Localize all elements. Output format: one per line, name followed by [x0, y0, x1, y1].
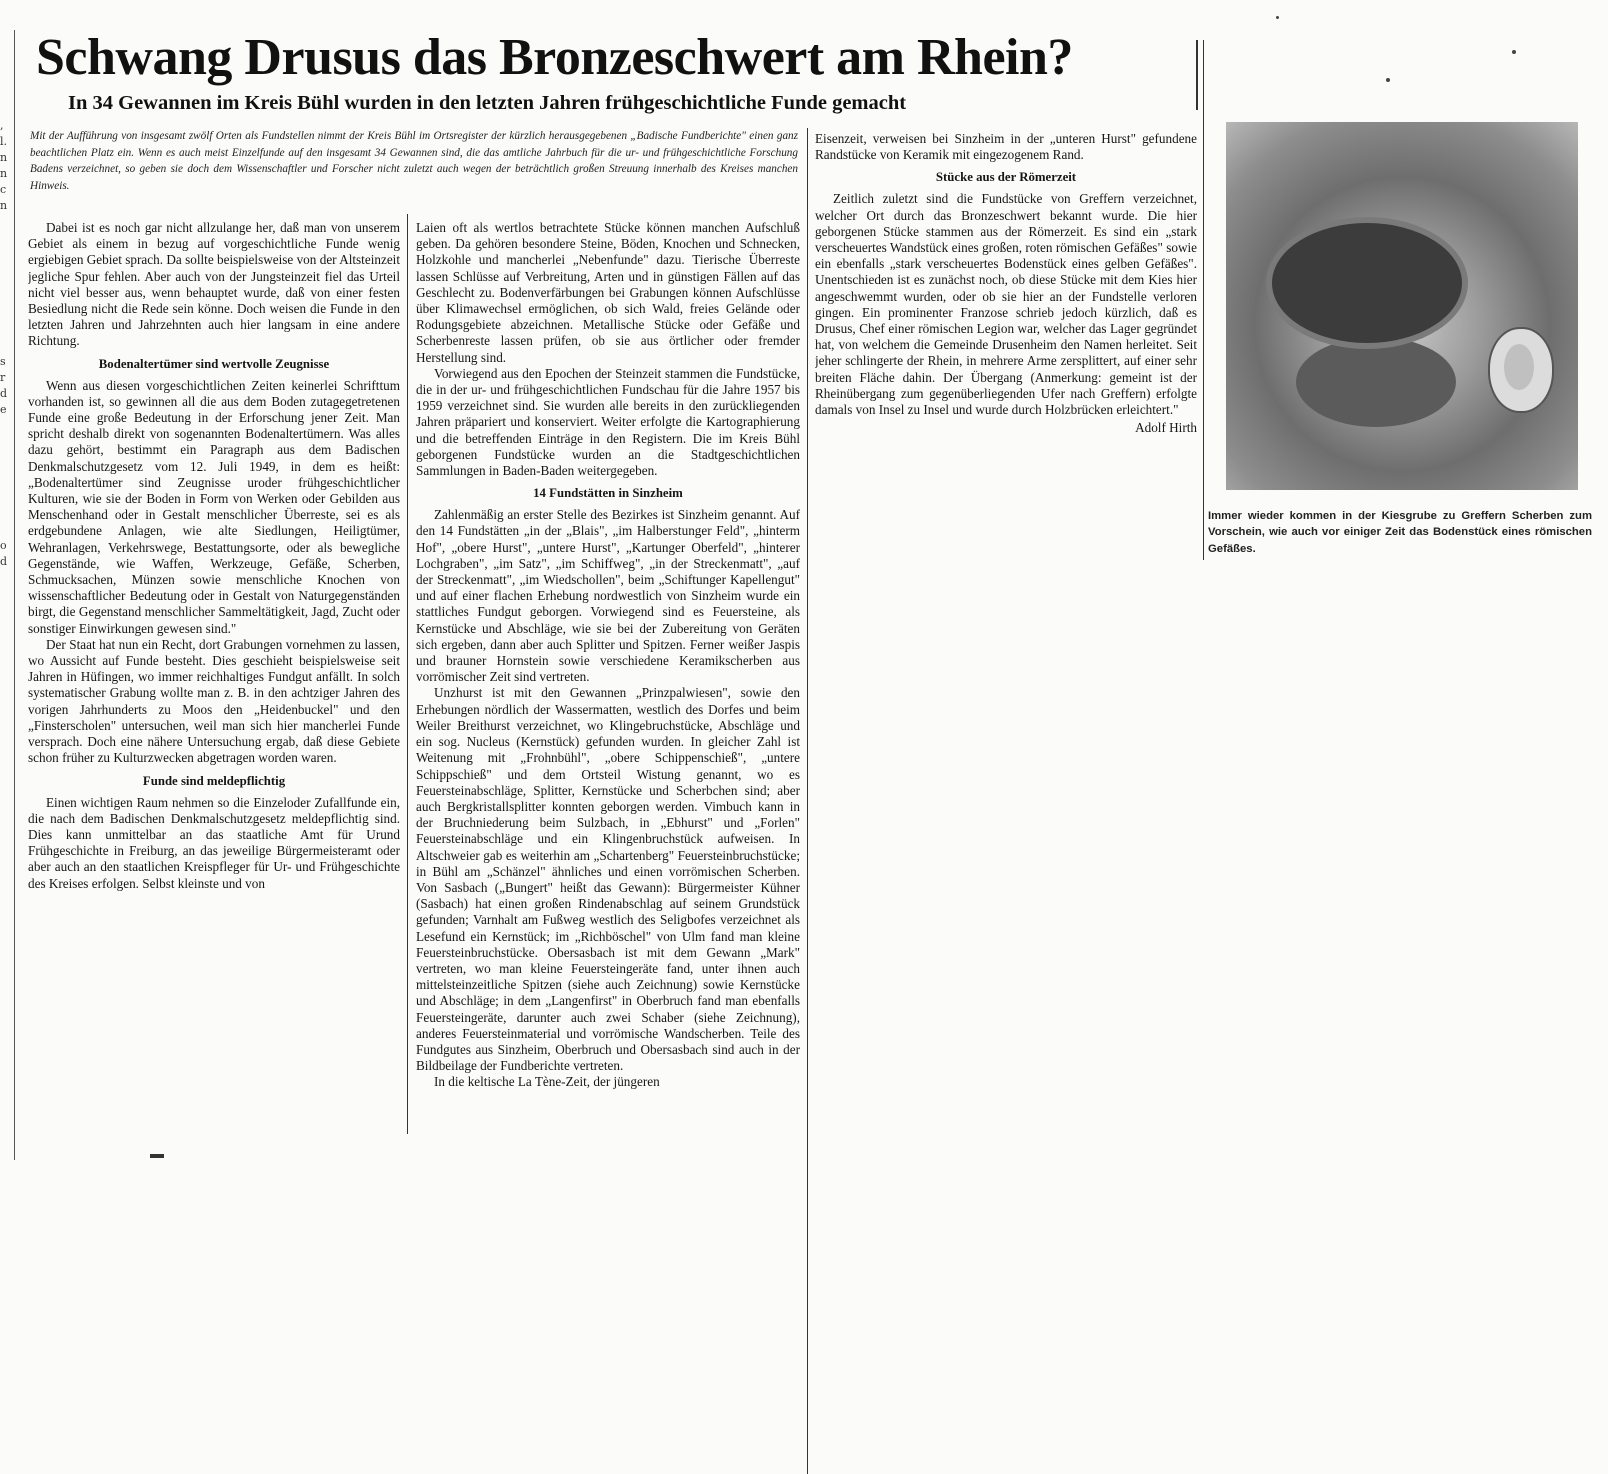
photo-caption: Immer wieder kommen in der Kiesgrube zu Greffern Scherben zum Vorschein, wie auch vor einiger Zeit das Bodenstück eines römischen Gefäßes.: [1208, 510, 1592, 555]
find-photo: [1226, 122, 1578, 490]
vessel-base-shadow: [1296, 337, 1456, 427]
paragraph: Eisenzeit, verweisen bei Sinzheim in der „unteren Hurst" gefundene Randstücke von Keramik mit eingezogenem Rand.: [815, 131, 1197, 163]
paragraph: Der Staat hat nun ein Recht, dort Grabungen vornehmen zu lassen, wo Aussicht auf Funde besteht. Dies geschieht beispielsweise seit Jahren in Hüfingen, wo immer reichhaltiges Fundgut anfällt. In solch systematischer Grabung wollte man z. B. in den achtziger Jahren des vorigen Jahrhunderts zu Moos den „Heidenbuckel" und den „Finsterscholen" untersuchen, weil man sich hier mancherlei Funde versprach. Doch eine nähere Untersuchung ergab, daß diese Gebiete schon früher zu Kulturzwecken abgetragen worden waren.: [28, 636, 400, 766]
paragraph: Dabei ist es noch gar nicht allzulange her, daß man von unserem Gebiet als einem in bezug auf vorgeschichtliche Funde wenig ergiebigen Gebiet sprach. Da sollte beispielsweise von der Altsteinzeit jegliche Spur fehlen. Aber auch von der Jungsteinzeit fiel das Urteil nicht viel besser aus, wenn behauptet wurde, daß von einer festen Besiedlung nicht die Rede sein könne. Doch weisen die Funde in den letzten Jahren und Jahrzehnten auch hier langsam in eine andere Richtung.: [28, 220, 400, 349]
subheadline: In 34 Gewannen im Kreis Bühl wurden in den letzten Jahren frühgeschichtliche Funde gemacht: [68, 92, 907, 114]
margin-fragment: d: [0, 387, 8, 400]
author-signature: Adolf Hirth: [1135, 420, 1197, 436]
section-heading: Funde sind meldepflichtig: [142, 773, 286, 788]
margin-fragment: n: [0, 151, 8, 164]
scan-speck: [1386, 78, 1390, 82]
margin-fragment: n: [0, 199, 8, 212]
margin-fragment: ,: [0, 119, 4, 132]
article-column-3: [815, 131, 1197, 561]
section-heading: Stücke aus der Römerzeit: [935, 170, 1077, 185]
margin-fragment: n: [0, 167, 8, 180]
margin-fragment: e: [0, 403, 7, 416]
section-heading: Bodenaltertümer sind wertvolle Zeugnisse: [98, 356, 330, 371]
margin-fragment: d: [0, 555, 8, 568]
column-divider-3: [1203, 40, 1204, 560]
article-intro: Mit der Aufführung von insgesamt zwölf Orten als Fundstellen nimmt der Kreis Bühl im Ortsregister der kürzlich herausgegebenen „Badische Fundberichte" einen ganz beachtlichen Platz ein. Wenn es auch meist Einzelfunde auf den insgesamt 34 Gewannen sind, die das amtliche Jahrbuch für die ur- und frühgeschichtliche Forschung Badens verzeichnet, so geben sie doch dem Wissenschaftler und Forscher nicht zuletzt auch wegen der beträchtlich großen Streuung innerhalb des Kreises manchen Hinweis.: [30, 130, 798, 192]
paragraph: Zahlenmäßig an erster Stelle des Bezirkes ist Sinzheim genannt. Auf den 14 Fundstätten „in der „Blais", „im Halberstunger Feld", „hinterm Hof", „obere Hurst", „untere Hurst", „Kartunger Oberfeld", „hinterer Lochgraben", „im Satz", „im Schiffweg", „in der Streckenmatt", „auf der Streckenmatt", „im Wiedschollen", beim „Schiftunger Kapellengut" und auf einer flachen Erhebung nordwestlich von Sinzheim wurde ein stattliches Fundgut geborgen. Vorwiegend sind es Feuersteine, als Kernstücke und Abschläge, wie sie bei der Zubereitung von Geräten sich ergeben, dann aber auch Splitter und Spitzen. Ferner weißer Jaspis und brauner Hornstein sowie verschiedene Keramikscherben aus vorrömischer Zeit sind vertreten.: [416, 507, 800, 685]
left-margin-fragments: [0, 30, 15, 1160]
paragraph: Unzhurst ist mit den Gewannen „Prinzpalwiesen", sowie den Erhebungen nördlich der Wassermatten, westlich des Dorfes und beim Weiler Breithurst verzeichnet, wo Klingebruchstücke, Abschläge und ein sog. Nucleus (Kernstück) gefunden wurden. In gleicher Zahl ist Weitenung mit „Frohnbühl", „obere Schippenschieß", „untere Schippschieß" und dem Ortsteil Wistung genannt, wo es Feuersteinabschläge, Splitter, Kernstücke und Scherbchen sind; aber auch Bergkristallsplitter konnten geborgen werden. Vimbuch kann in der Bruchniederung beim Sulzbach, in „Ebhurst" und „Forlen" Feuersteinabschläge und ein Klingenbruchstück aufweisen. In Altschweier gab es weiterhin am „Schartenberg" Feuersteinbruchstücke; in Bühl am „Schänzel" ähnliches und einen vorrömischen Scherben. Von Sasbach („Bungert" heißt das Gewann): Bürgermeister Kühner (Sasbach) hat einen großen Rindenabschlag auf seinem Grundstück gefunden; Varnhalt am Fußweg westlich des Seligbofes verzeichnet als Lesefund ein Kernstück; im „Richböschel" von Ulm fand man kleine Feuersteinbruchstücke. Obersasbach ist mit dem Gewann „Mark" vertreten, wo man kleine Feuersteingeräte fand, unter ihnen auch mittelsteinzeitliche Spitzen (siehe auch Zeichnung) sowie Kernstücke und Abschläge; in dem „Langenfirst" in Oberbruch fand man ebenfalls Feuersteingeräte, darunter auch zwei Schaber (siehe Zeichnung), anderes Feuersteinmaterial und vorrömische Wandscherben. Teile des Fundgutes aus Sinzheim, Oberbruch und Obersasbach sind auch in der Bildbeilage der Fundberichte vertreten.: [416, 685, 800, 1074]
margin-fragment: r: [0, 371, 6, 384]
paragraph: Wenn aus diesen vorgeschichtlichen Zeiten keinerlei Schrifttum vorhanden ist, so gewinnen all die aus dem Boden zutagegetretenen Funde eine große Bedeutung in der Erforschung jener Zeit. Man spricht deshalb direkt von sogenannten Bodenaltertümern. Was alles dazu gehört, bestimmt ein Paragraph aus dem Badischen Denkmalschutzgesetz vom 12. Juli 1949, in dem es heißt: „Bodenaltertümer sind Zeugnisse uroder frühgeschichtlicher Kulturen, wie sie der Boden in Form von Werken oder Gebilden aus Menschenhand oder in Gestalt menschlicher Überreste, sei es als erdgebundene Anlagen, wie alte Siedlungen, Heiligtümer, Wehranlagen, Verkehrswege, Bestattungsorte, oder als bewegliche Gegenstände, wie Waffen, Werkzeuge, Gefäße, Scherben, Schmucksachen, Münzen sowie menschliche Knochen von wissenschaftlicher Bedeutung oder in Gestalt von Naturgegenständen birgt, die Gegenstand menschlicher Sammeltätigkeit, Jagd, Zucht oder sonstiger Einwirkungen gewesen sind.": [28, 377, 400, 636]
vessel-base: [1266, 217, 1468, 349]
margin-fragment: l.: [0, 135, 8, 148]
paragraph: Einen wichtigen Raum nehmen so die Einzeloder Zufallfunde ein, die nach dem Badischen Denkmalschutzgesetz meldepflichtig sind. Dies kann unmittelbar an das staatliche Amt für Urund Frühgeschichte in Freiburg, an das jeweilige Bürgermeisteramt oder aber auch an den staatlichen Kreispfleger für Ur- und Frühgeschichte des Kreises erfolgen. Selbst kleinste und von: [28, 794, 400, 891]
margin-fragment: s: [0, 355, 6, 368]
headline: Schwang Drusus das Bronzeschwert am Rhein?: [36, 29, 1073, 86]
margin-fragment: o: [0, 539, 7, 552]
column-divider-1: [407, 214, 408, 1134]
article-column-2: [416, 220, 800, 1474]
column-divider-2: [807, 128, 808, 1474]
section-heading: 14 Fundstätten in Sinzheim: [533, 486, 683, 501]
scan-speck: [1276, 16, 1279, 19]
paragraph: Vorwiegend aus den Epochen der Steinzeit stammen die Fundstücke, die in der ur- und frühgeschichtlichen Fundschau für die Jahre 1957 bis 1959 verzeichnet sind. Sie wurden alle bereits in den zurückliegenden Jahren präpariert und konserviert. Weiter erfolgte die Kartographierung und die betreffenden Einträge in den Registern. Die im Kreis Bühl geborgenen Fundstücke wurden an die Stadtgeschichtlichen Sammlungen in Baden-Baden weitergegeben.: [416, 365, 800, 479]
column-end-mark: [150, 1154, 164, 1158]
article-column-1: [28, 220, 400, 1136]
headline-rule: [1196, 40, 1198, 110]
margin-fragment: c: [0, 183, 7, 196]
paragraph: Zeitlich zuletzt sind die Fundstücke von Greffern verzeichnet, welcher Ort durch das Bronzeschwert bekannt wurde. Die hier geborgenen Stücke stammen aus der Römerzeit. Es sind ein „stark verscheuertes Wandstück eines großen, roten römischen Gefäßes" sowie ein ebenfalls „stark verscheuertes Bodenstück eines gelben Gefäßes". Unentschieden ist es zunächst noch, ob diese Stücke mit dem Kies hier angeschwemmt wurden, oder ob sie hier an der Fundstelle verloren gingen. Ein prominenter Franzose schrieb jedoch kürzlich, daß es Drusus, Chef einer römischen Legion war, welcher das Lager gegründet hat, von welchem die Gemeinde Drusenheim den Namen herleitet. Seit jeher schlingerte der Rhein, in mehrere Arme zersplittert, auf einer sehr breiten Fläche dahin. Der Übergang (Anmerkung: gemeint ist der Rheinübergang zum gegenüberliegenden Ufer nach Greffern) erfolgte damals von Insel zu Insel und wurde durch Holzbrücken erleichtert.": [815, 191, 1197, 418]
pottery-shard-highlight: [1504, 344, 1534, 390]
paragraph: Laien oft als wertlos betrachtete Stücke können manchen Aufschluß geben. Da gehören besondere Steine, Böden, Knochen und Schnecken, Holzkohle und mancherlei „Nebenfunde" dazu. Tierische Überreste lassen Schlüsse auf Verbreitung, Arten und in günstigen Fällen auf das Geschlecht zu. Bodenverfärbungen bei Grabungen können Aufschlüsse über Klimawechsel ermöglichen, ob sich Wald, freies Gelände oder Rodungsgebiete abzeichnen. Metallische Stücke oder Gefäße und Scherbenreste lassen prüfen, ob sie aus örtlicher oder fremder Herstellung sind.: [416, 220, 800, 365]
paragraph: In die keltische La Tène-Zeit, der jüngeren: [434, 1074, 660, 1090]
scan-speck: [1512, 50, 1516, 54]
